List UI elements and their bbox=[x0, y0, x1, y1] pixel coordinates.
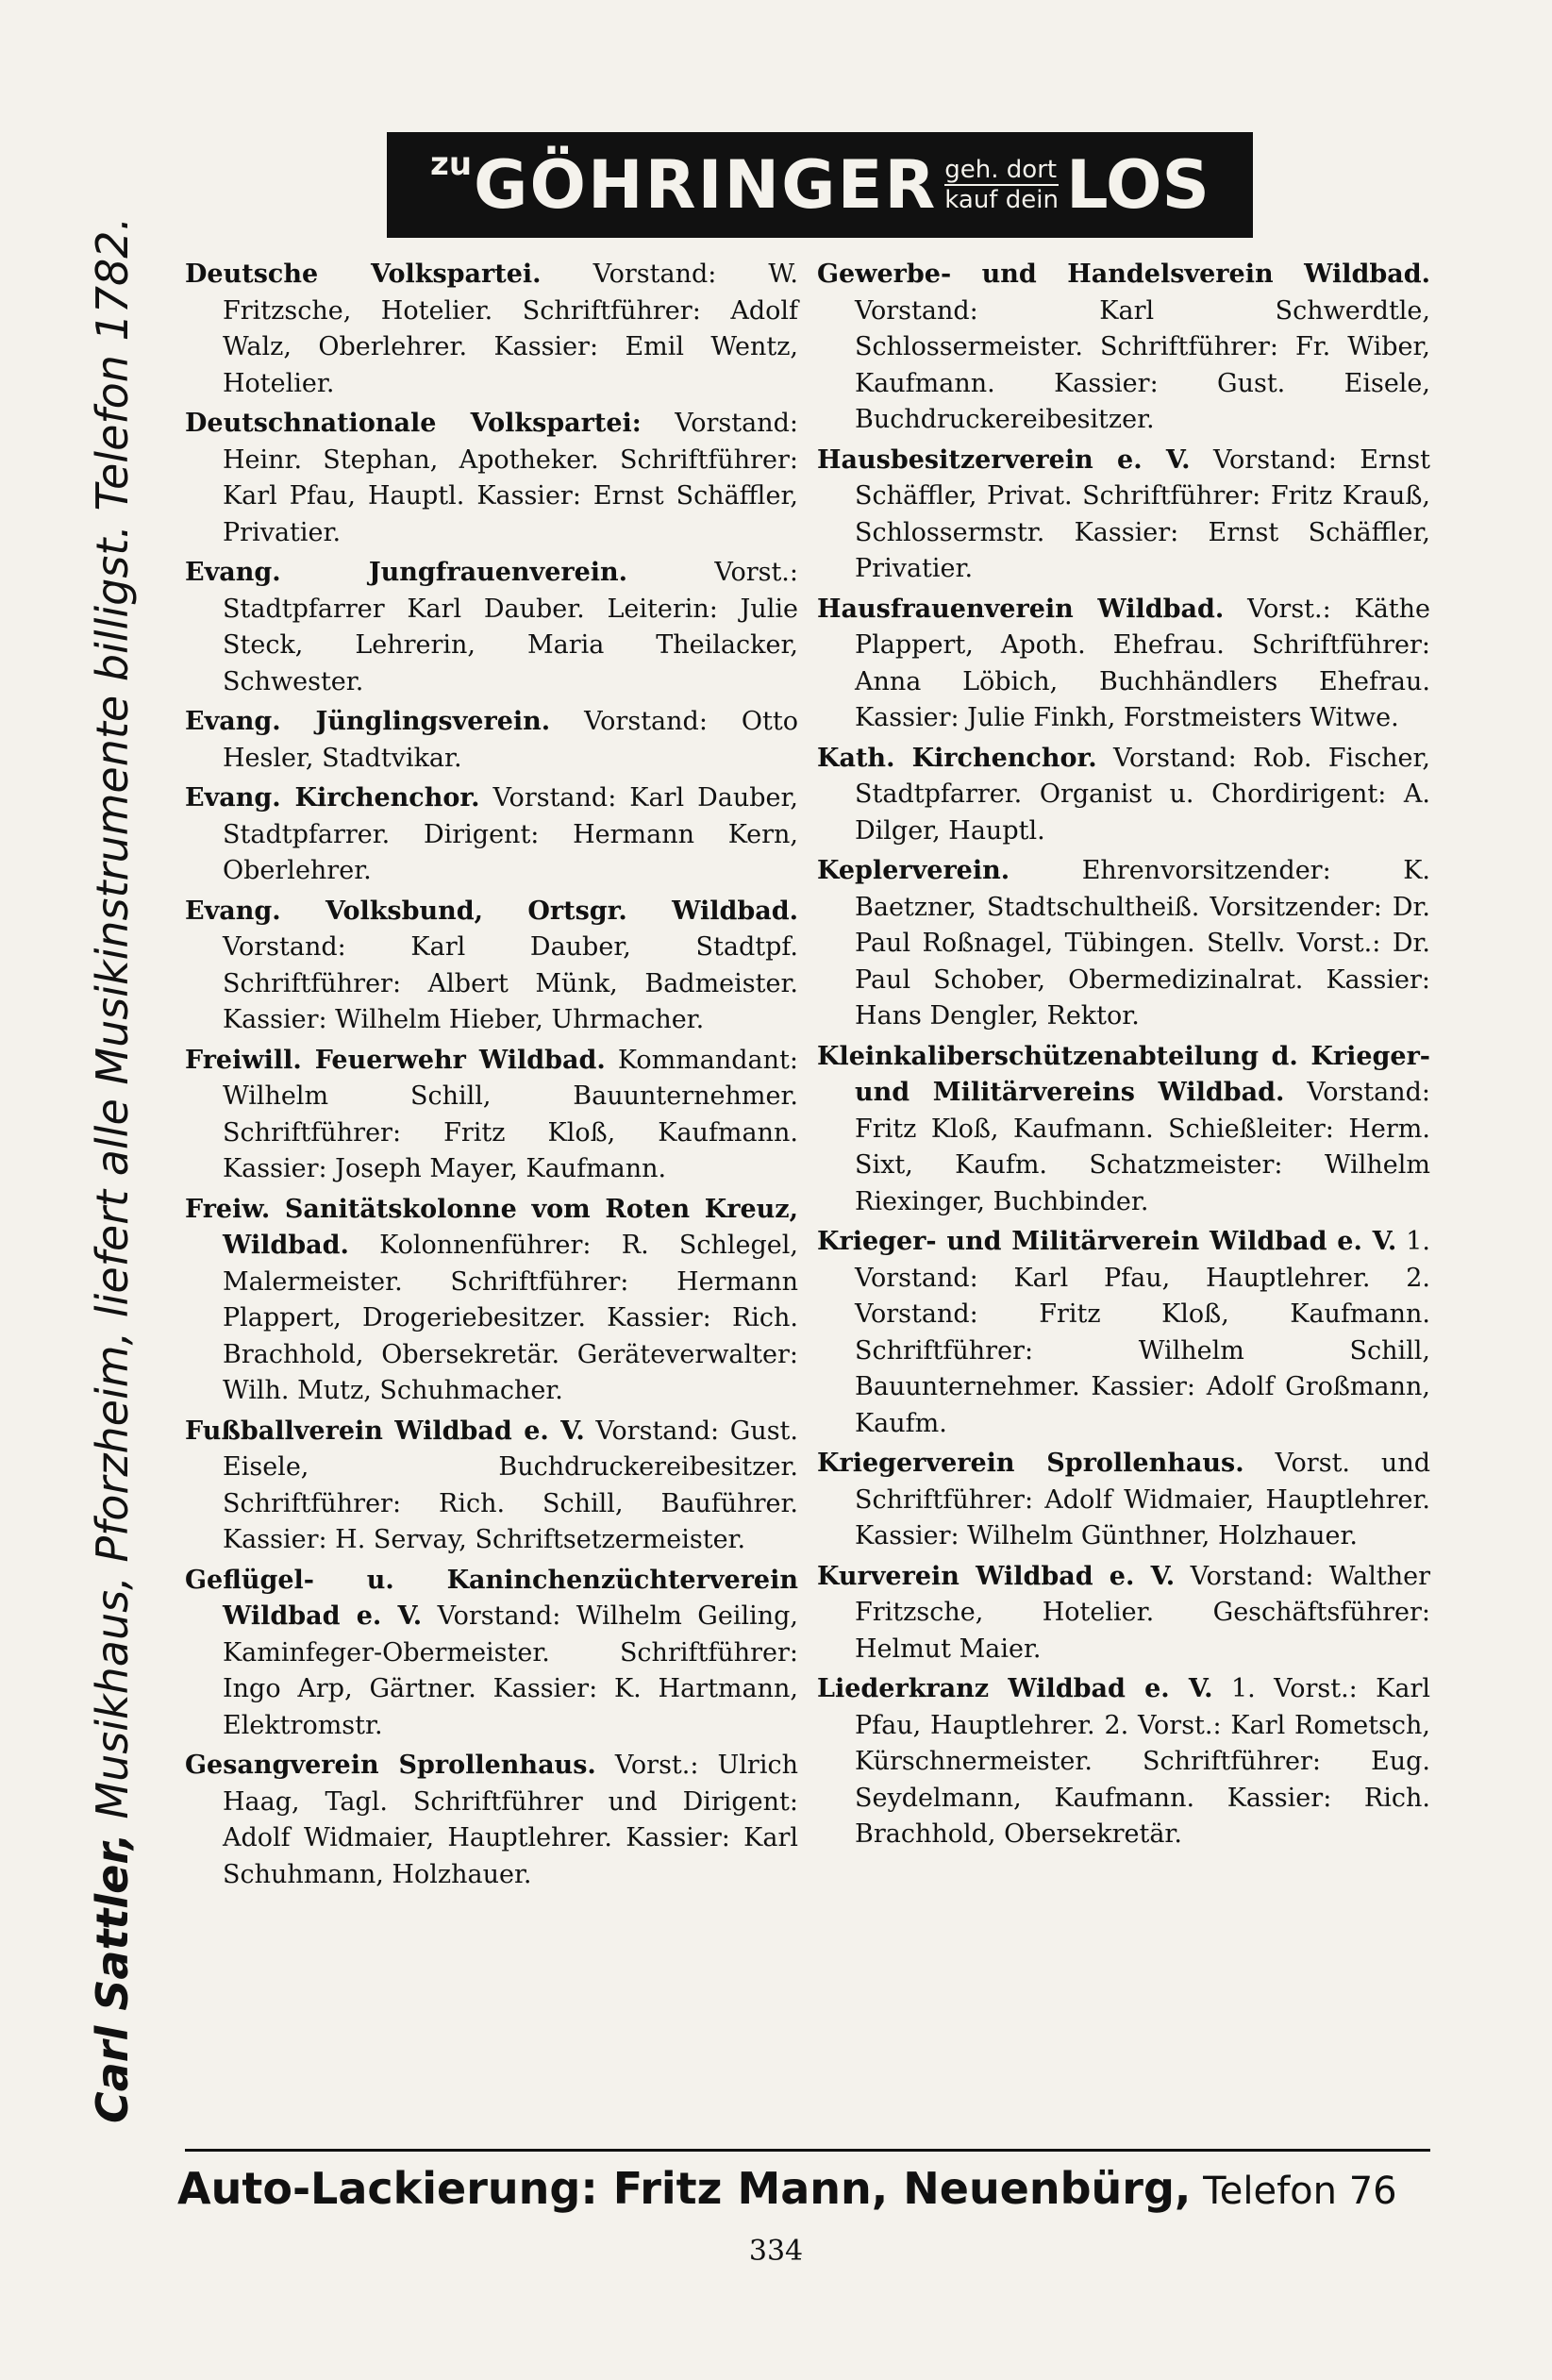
list-item: Keplerverein. Ehrenvorsitzender: K. Baetzner, Stadtschultheiß. Vorsitzender: Dr. Paul Roßnagel, Tübingen. Stellv. Vorst.: Dr. Paul Schober, Obermedizinalrat. Kassier: Hans Dengler, Rektor. bbox=[817, 856, 1430, 1031]
lottery-ad-banner bbox=[387, 132, 1253, 238]
footer-divider bbox=[185, 2149, 1430, 2152]
banner-small-text: geh. dort kauf dein bbox=[944, 156, 1059, 214]
directory-columns bbox=[185, 257, 1430, 2135]
left-column bbox=[185, 257, 798, 2135]
list-item: Hausfrauenverein Wildbad. Vorst.: Käthe Plappert, Apoth. Ehefrau. Schriftführer: Anna Löbich, Buchhändlers Ehefrau. Kassier: Julie Finkh, Forstmeisters Witwe. bbox=[817, 594, 1431, 732]
list-item: Kurverein Wildbad e. V. Vorstand: Walther Fritzsche, Hotelier. Geschäftsführer: Helmut Maier. bbox=[817, 1561, 1430, 1664]
page-number: 334 bbox=[748, 2235, 804, 2268]
list-item: Kleinkaliberschützenabteilung d. Krieger- und Militärvereins Wildbad. Vorstand: Fritz Kloß, Kaufmann. Schießleiter: Herm. Sixt, Kaufm. Schatzmeister: Wilhelm Riexinger, Buchbinder. bbox=[817, 1041, 1430, 1216]
list-item: Freiw. Sanitätskolonne vom Roten Kreuz, Wildbad. Kolonnenführer: R. Schlegel, Malermeister. Schriftführer: Hermann Plappert, Drogeriebesitzer. Kassier: Rich. Brachhold, Obersekretär. Geräteverwalter: Wilh. Mutz, Schuhmacher. bbox=[185, 1194, 798, 1405]
banner-los: LOS bbox=[1065, 146, 1210, 224]
list-item: Deutsche Volkspartei. Vorstand: W. Fritzsche, Hotelier. Schriftführer: Adolf Walz, Oberlehrer. Kassier: Emil Wentz, Hotelier. bbox=[185, 260, 798, 398]
list-item: Evang. Jünglingsverein. Vorstand: Otto Hesler, Stadtvikar. bbox=[185, 707, 798, 773]
list-item: Freiwill. Feuerwehr Wildbad. Kommandant: Wilhelm Schill, Bauunternehmer. Schriftführer: Fritz Kloß, Kaufmann. Kassier: Joseph Mayer, Kaufmann. bbox=[185, 1045, 798, 1183]
footer-advertisement: Auto-Lackierung: Fritz Mann, Neuenbürg, Telefon 76 bbox=[177, 2163, 1397, 2214]
list-item: Gewerbe- und Handelsverein Wildbad. Vorstand: Karl Schwerdtle, Schlossermeister. Schriftführer: Fr. Wiber, Kaufmann. Kassier: Gust. Eisele, Buchdruckereibesitzer. bbox=[817, 260, 1430, 434]
list-item: Deutschnationale Volkspartei: Vorstand: Heinr. Stephan, Apotheker. Schriftführer: Karl Pfau, Hauptl. Kassier: Ernst Schäffler, Privatier. bbox=[185, 409, 798, 547]
list-item: Kath. Kirchenchor. Vorstand: Rob. Fischer, Stadtpfarrer. Organist u. Chordirigent: A. Dilger, Hauptl. bbox=[817, 743, 1430, 846]
banner-name: GÖHRINGER bbox=[474, 146, 938, 224]
list-item: Gesangverein Sprollenhaus. Vorst.: Ulrich Haag, Tagl. Schriftführer und Dirigent: Adolf Widmaier, Hauptlehrer. Kassier: Karl Schuhmann, Holzhauer. bbox=[185, 1751, 798, 1889]
list-item: Fußballverein Wildbad e. V. Vorstand: Gust. Eisele, Buchdruckereibesitzer. Schriftführer: Rich. Schill, Bauführer. Kassier: H. Servay, Schriftsetzermeister. bbox=[185, 1416, 798, 1554]
banner-zu: zu bbox=[430, 145, 473, 183]
side-advertisement: Carl Sattler, Musikhaus, Pforzheim, liefert alle Musikinstrumente billigst. Telefon 1782. bbox=[87, 216, 138, 2123]
right-column bbox=[817, 257, 1430, 2135]
list-item: Evang. Kirchenchor. Vorstand: Karl Dauber, Stadtpfarrer. Dirigent: Hermann Kern, Oberlehrer. bbox=[185, 783, 799, 885]
list-item: Krieger- und Militärverein Wildbad e. V. 1. Vorstand: Karl Pfau, Hauptlehrer. 2. Vorstand: Fritz Kloß, Kaufmann. Schriftführer: Wilhelm Schill, Bauunternehmer. Kassier: Adolf Großmann, Kaufm. bbox=[817, 1227, 1431, 1438]
list-item: Hausbesitzerverein e. V. Vorstand: Ernst Schäffler, Privat. Schriftführer: Fritz Krauß, Schlossermstr. Kassier: Ernst Schäffler, Privatier. bbox=[817, 444, 1430, 583]
list-item: Kriegerverein Sprollenhaus. Vorst. und Schriftführer: Adolf Widmaier, Hauptlehrer. Kassier: Wilhelm Günthner, Holzhauer. bbox=[817, 1449, 1430, 1550]
list-item: Evang. Volksbund, Ortsgr. Wildbad. Vorstand: Karl Dauber, Stadtpf. Schriftführer: Albert Münk, Badmeister. Kassier: Wilhelm Hieber, Uhrmacher. bbox=[185, 896, 798, 1034]
list-item: Evang. Jungfrauenverein. Vorst.: Stadtpfarrer Karl Dauber. Leiterin: Julie Steck, Lehrerin, Maria Theilacker, Schwester. bbox=[185, 558, 798, 696]
list-item: Geflügel- u. Kaninchenzüchterverein Wildbad e. V. Vorstand: Wilhelm Geiling, Kaminfeger-Obermeister. Schriftführer: Ingo Arp, Gärtner. Kassier: K. Hartmann, Elektromstr. bbox=[185, 1565, 798, 1740]
list-item: Liederkranz Wildbad e. V. 1. Vorst.: Karl Pfau, Hauptlehrer. 2. Vorst.: Karl Rometsch, Kürschnermeister. Schriftführer: Eug. Seydelmann, Kaufmann. Kassier: Rich. Brachhold, Obersekretär. bbox=[817, 1674, 1430, 1849]
